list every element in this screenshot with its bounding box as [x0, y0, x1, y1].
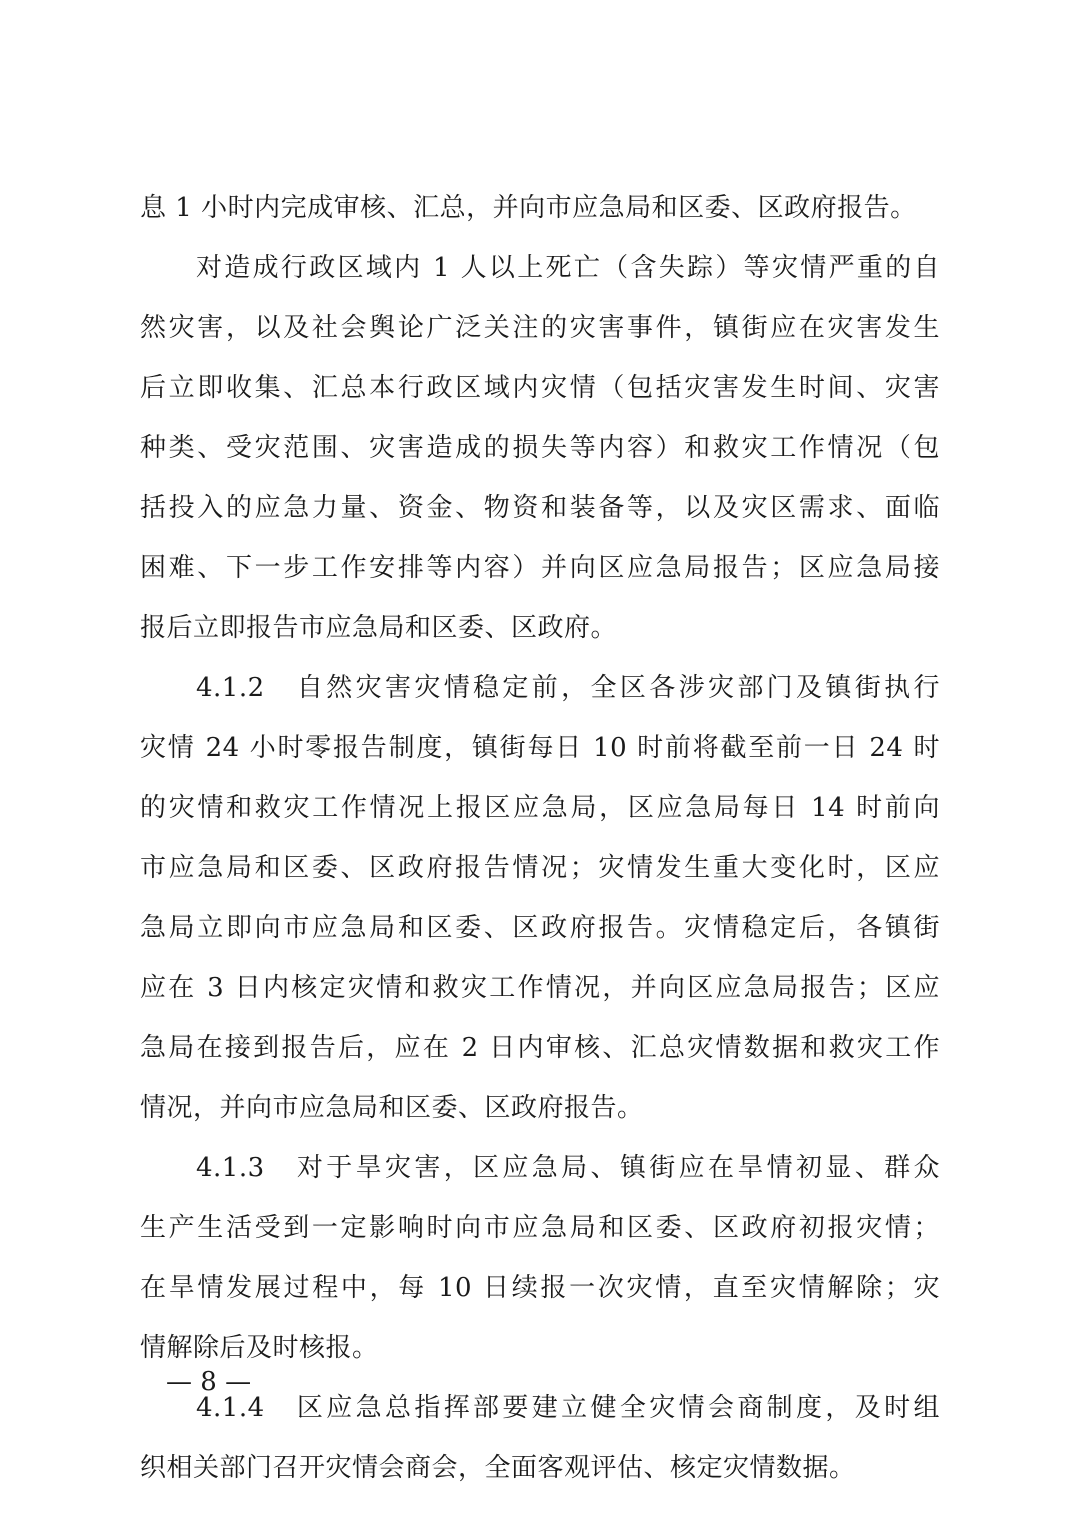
text-line-17: 4.1.3 对于旱灾害，区应急局、镇街应在旱情初显、群众 — [196, 1153, 940, 1183]
text-line-16: 情况，并向市应急局和区委、区政府报告。 — [140, 1093, 644, 1123]
text-line-2: 对造成行政区域内 1 人以上死亡（含失踪）等灾情严重的自 — [196, 253, 940, 283]
text-line-20: 情解除后及时核报。 — [140, 1333, 379, 1363]
text-line-4: 后立即收集、汇总本行政区域内灾情（包括灾害发生时间、灾害 — [140, 373, 940, 403]
text-line-21: 4.1.4 区应急总指挥部要建立健全灾情会商制度，及时组 — [196, 1393, 940, 1423]
page-number: — 8 — — [166, 1367, 252, 1397]
text-line-10: 灾情 24 小时零报告制度，镇街每日 10 时前将截至前一日 24 时 — [140, 733, 940, 763]
text-line-19: 在旱情发展过程中，每 10 日续报一次灾情，直至灾情解除；灾 — [140, 1273, 940, 1303]
text-line-5: 种类、受灾范围、灾害造成的损失等内容）和救灾工作情况（包 — [140, 433, 940, 463]
text-line-18: 生产生活受到一定影响时向市应急局和区委、区政府初报灾情； — [140, 1213, 940, 1243]
text-line-13: 急局立即向市应急局和区委、区政府报告。灾情稳定后，各镇街 — [140, 913, 940, 943]
text-line-14: 应在 3 日内核定灾情和救灾工作情况，并向区应急局报告；区应 — [140, 973, 940, 1003]
text-line-8: 报后立即报告市应急局和区委、区政府。 — [140, 613, 618, 643]
text-line-3: 然灾害，以及社会舆论广泛关注的灾害事件，镇街应在灾害发生 — [140, 313, 940, 343]
text-line-9: 4.1.2 自然灾害灾情稳定前，全区各涉灾部门及镇街执行 — [196, 673, 940, 703]
text-line-7: 困难、下一步工作安排等内容）并向区应急局报告；区应急局接 — [140, 553, 940, 583]
text-line-1: 息 1 小时内完成审核、汇总，并向市应急局和区委、区政府报告。 — [140, 193, 917, 223]
text-line-6: 括投入的应急力量、资金、物资和装备等，以及灾区需求、面临 — [140, 493, 940, 523]
text-line-15: 急局在接到报告后，应在 2 日内审核、汇总灾情数据和救灾工作 — [140, 1033, 940, 1063]
text-line-12: 市应急局和区委、区政府报告情况；灾情发生重大变化时，区应 — [140, 853, 940, 883]
text-line-11: 的灾情和救灾工作情况上报区应急局，区应急局每日 14 时前向 — [140, 793, 940, 823]
text-line-22: 织相关部门召开灾情会商会，全面客观评估、核定灾情数据。 — [140, 1453, 856, 1483]
